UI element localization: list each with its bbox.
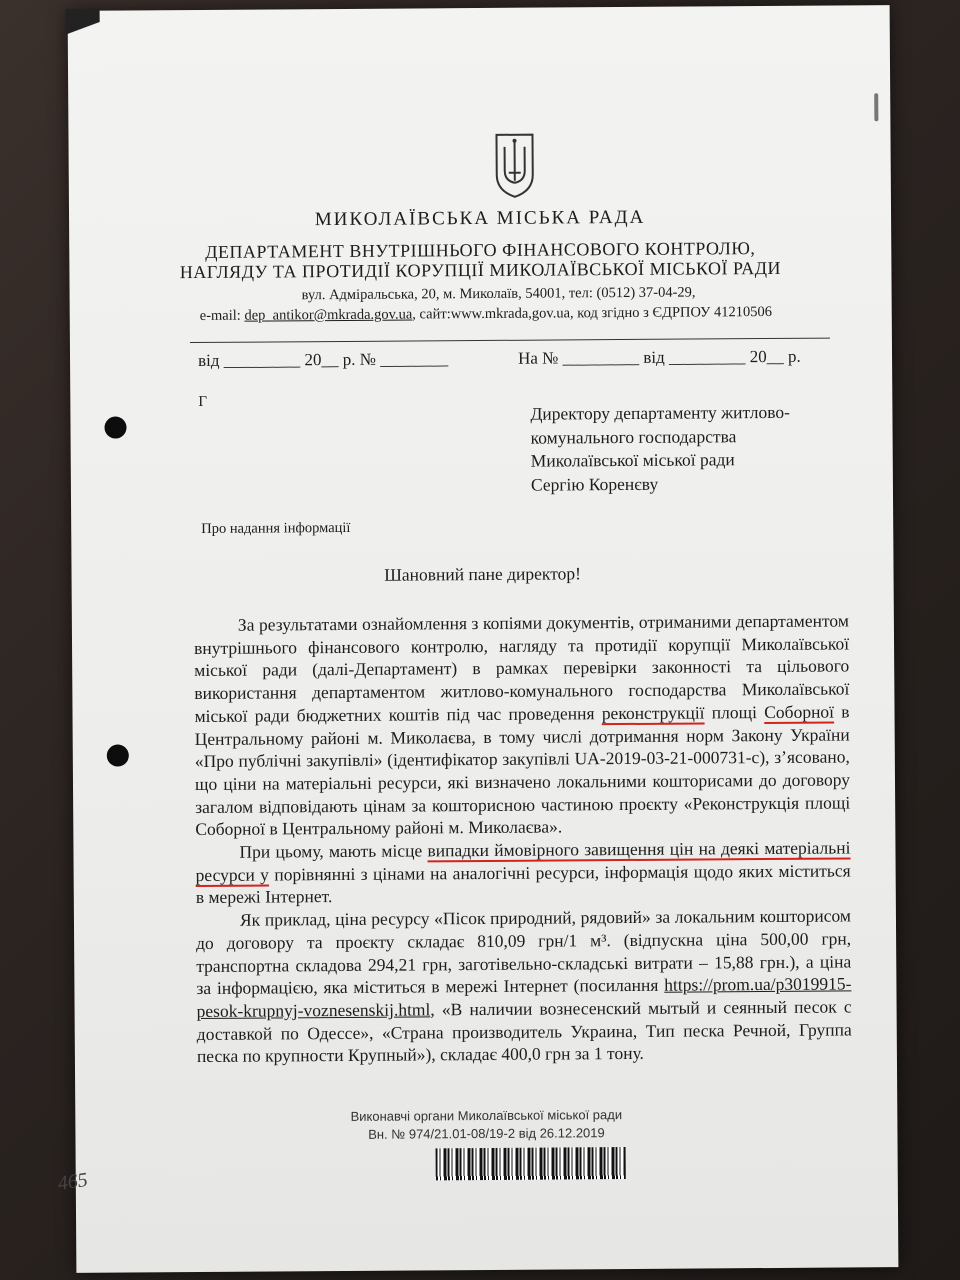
document-page: [56, 5, 899, 1273]
council-title: МИКОЛАЇВСЬКА МІСЬКА РАДА: [314, 206, 646, 231]
barcode: [436, 1147, 626, 1180]
email-link[interactable]: dep_antikor@mkrada.gov.ua: [244, 306, 413, 324]
text-run: Як приклад, ціна ресурсу «Пісок природний, рядовий» за локальним кошторисом до договору та проєкту складає 810,09 грн/1 м³. (відпускна ціна 500,00 грн, транспортна складова 294,21 грн, заготівельно-складські витрати – 15,88 грн.), а ціна за інформацією, яка міститься в мережі Інтернет (посилання: [196, 905, 852, 999]
text-run: , «В наличии вознесенский мытый и сеянный песок с доставкой по Одессе», «Страна производитель Украина, Тип песка Речной, Группа песка по крупности Крупный»), складає 400,0 грн за 1 тону.: [196, 996, 852, 1067]
address-line: вул. Адміральська, 20, м. Миколаїв, 54001, тел: (0512) 37-04-29,: [301, 284, 696, 304]
incoming-number-field: На № _________ від _________ 20__ р.: [517, 346, 801, 368]
department-title-line2: НАГЛЯДУ ТА ПРОТИДІЇ КОРУПЦІЇ МИКОЛАЇВСЬКОЇ МІСЬКОЇ РАДИ: [179, 257, 782, 283]
addressee-block: [530, 401, 790, 497]
salutation: Шановний пане директор!: [384, 563, 581, 585]
corner-mark-g: Г: [198, 393, 208, 410]
handwritten-page-number: 465: [56, 1168, 90, 1195]
footer-registration: Вн. № 974/21.01-08/19-2 від 26.12.2019: [368, 1125, 605, 1142]
text-run: порівнянні з цінами на аналогічні ресурси, інформація щодо яких міститься в мережі Інтернет.: [195, 860, 851, 908]
text-run: площі: [704, 701, 765, 723]
outgoing-number-field: від _________ 20__ р. № ________: [197, 349, 449, 370]
edge-mark: [874, 93, 878, 121]
paragraph-3: [196, 905, 852, 1068]
contact-line: [200, 304, 772, 325]
underlined-reconstruction: реконструкції: [601, 702, 705, 723]
addressee-line: Миколаївської міської ради: [530, 449, 735, 471]
email-prefix: e-mail:: [199, 307, 245, 324]
subject-line: Про надання інформації: [201, 519, 351, 537]
department-title-line1: ДЕПАРТАМЕНТ ВНУТРІШНЬОГО ФІНАНСОВОГО КОНТРОЛЮ,: [205, 238, 756, 262]
text-run: За результатами ознайомлення з копіями документів, отриманими департаментом внутрішнього фінансового контролю, нагляду та протидії корупції Миколаївської міської ради (далі-Департамент) в рамках перевірки законності та цільового використання департаментом житлово-комунального господарства Миколаївської міської ради бюджетних коштів під час проведення: [193, 610, 850, 726]
addressee-line: Директору департаменту житлово-: [530, 401, 790, 424]
contact-suffix: , сайт:www.mkrada,gov.ua, код згідно з ЄДРПОУ 41210506: [412, 303, 773, 323]
letter-body: [194, 609, 852, 1068]
addressee-line: Сергію Коренєву: [530, 473, 659, 495]
header-divider: [190, 338, 830, 343]
underlined-soborna: Соборної: [764, 701, 835, 722]
footer-org: Виконавчі органи Миколаївської міської ради: [350, 1107, 623, 1124]
text-run: в Центральному районі м. Миколаєва, в тому числі дотримання норм Закону України «Про публічні закупівлі» (ідентифікатор закупівлі UA-2019-03-21-000731-c), з’ясовано, що ціни на матеріальні ресурси, які визначено локальними кошторисами до договору загалом відповідають цінам за кошторисною частиною проєкту «Реконструкція площі Соборної в Центральному районі м. Миколаєва».: [194, 701, 851, 840]
punch-hole-bottom: [107, 744, 129, 766]
paragraph-1: [194, 609, 851, 841]
text-run: При цьому, мають місце: [239, 840, 428, 862]
prom-link[interactable]: https://prom.ua/p3019915-pesok-krupnyj-voznesenskij.html: [196, 973, 852, 1021]
punch-hole-top: [104, 416, 126, 438]
addressee-line: комунального господарства: [530, 425, 737, 448]
trident-emblem-icon: [492, 131, 536, 199]
paragraph-2: [195, 836, 850, 909]
underlined-price-claim: випадки ймовірного завищення цін на деякі матеріальні ресурси у: [195, 837, 851, 885]
corner-fold: [66, 9, 100, 69]
